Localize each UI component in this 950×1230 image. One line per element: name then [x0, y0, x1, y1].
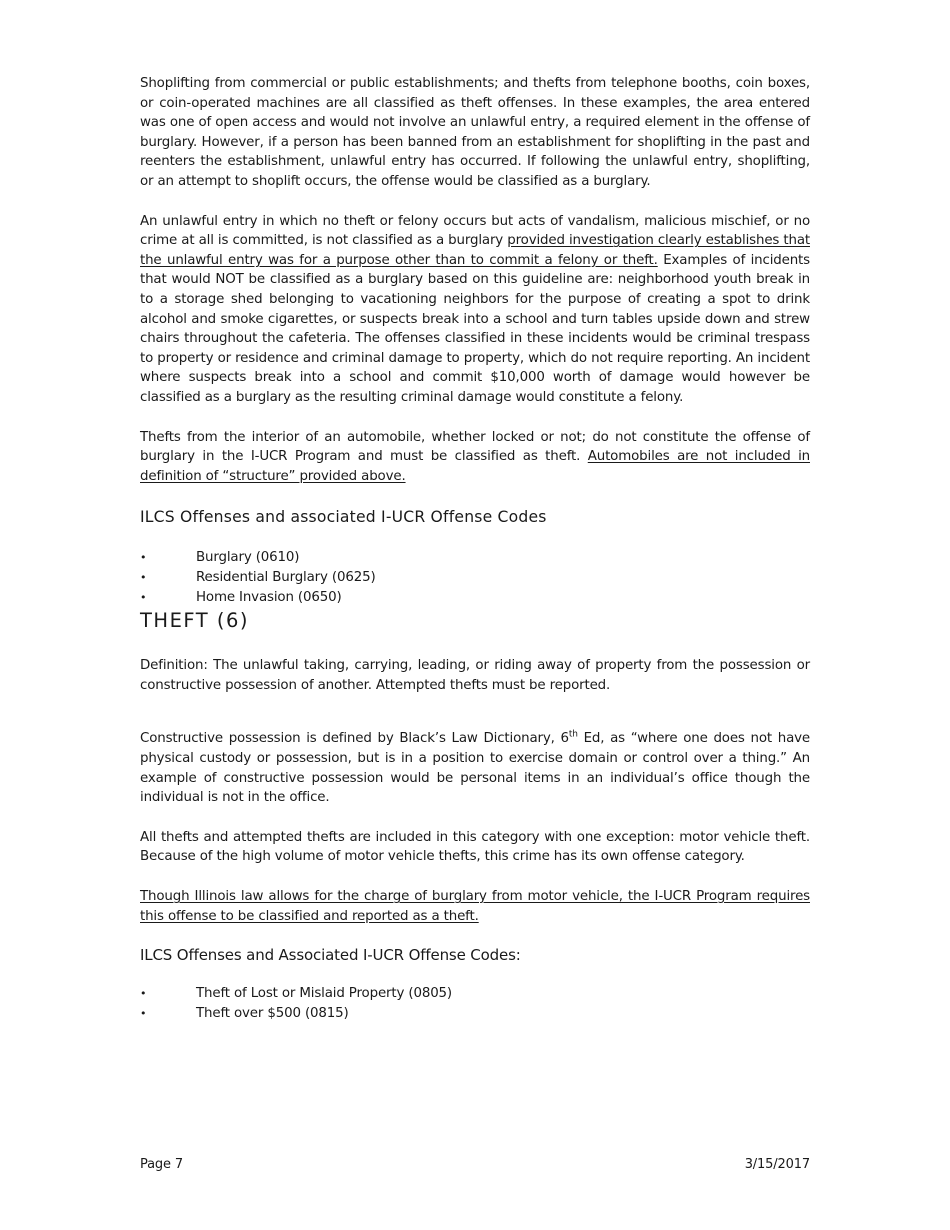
theft-codes-list: [140, 984, 810, 1024]
list-item: [140, 1004, 810, 1024]
all-thefts-paragraph: All thefts and attempted thefts are included in this category with one exception: motor vehicle theft. Because of the high volume of motor vehicle thefts, this crime has its own offense category.: [140, 829, 810, 865]
list-item-label: Burglary (0610): [196, 550, 300, 566]
unlawful-entry-text-b: Examples of incidents that would NOT be classified as a burglary based on this guideline are: neighborhood youth break in to a storage shed belonging to vacationing neighbors for the purpose of creating a spot to drink alcohol and smoke cigarettes, or suspects break into a school and turn tables upside down and strew chairs throughout the cafeteria. The offenses classified in these incidents would be criminal trespass to property or residence and criminal damage to property, which do not require reporting. An incident where suspects break into a school and commit $10,000 worth of damage would however be classified as a burglary as the resulting criminal damage would constitute a felony.: [140, 252, 810, 405]
shoplifting-paragraph: Shoplifting from commercial or public establishments; and thefts from telephone booths, coin boxes, or coin-operated machines are all classified as theft offenses. In these examples, the area entered was one of open access and would not involve an unlawful entry, a required element in the offense of burglary. However, if a person has been banned from an establishment for shoplifting in the past and reenters the establishment, unlawful entry has occurred. If following the unlawful entry, shoplifting, or an attempt to shoplift occurs, the offense would be classified as a burglary.: [140, 76, 810, 189]
bullet-icon: •: [140, 987, 147, 1001]
list-item-label: Theft of Lost or Mislaid Property (0805): [196, 986, 453, 1002]
list-item: [140, 548, 810, 568]
constructive-text-a: Constructive possession is defined by Black’s Law Dictionary, 6: [140, 731, 569, 747]
theft-definition: Definition: The unlawful taking, carrying, leading, or riding away of property from the possession or constructive possession of another. Attempted thefts must be reported.: [140, 658, 810, 693]
automobile-paragraph: [140, 428, 810, 487]
ordinal-suffix: th: [568, 730, 578, 740]
constructive-text-b: Ed, as “where one does not have physical custody or possession, but is in a position to exercise domain or control over a thing.” An example of constructive possession would be personal items in an individual’s office though the individual is not in the office.: [140, 731, 811, 806]
unlawful-entry-paragraph: [140, 212, 810, 408]
constructive-possession-paragraph: [140, 729, 810, 807]
burglary-codes-list: [140, 548, 810, 608]
list-item-label: Theft over $500 (0815): [196, 1006, 349, 1022]
bullet-icon: •: [140, 571, 147, 585]
bullet-icon: •: [140, 551, 147, 565]
page-footer: [140, 1155, 810, 1175]
page-content: [140, 74, 810, 1024]
list-item: [140, 588, 810, 608]
illinois-law-note: Though Illinois law allows for the charge of burglary from motor vehicle, the I-UCR Program requires this offense to be classified and reported as a theft.: [140, 889, 810, 924]
bullet-icon: •: [140, 591, 147, 605]
unlawful-entry-underlined-text: provided investigation clearly establishes that the unlawful entry was for a purpose other than to commit a felony or theft.: [140, 233, 810, 268]
list-item-label: Home Invasion (0650): [196, 590, 342, 606]
automobile-text: Thefts from the interior of an automobile, whether locked or not; do not constitute the offense of burglary in the I-UCR Program and must be classified as theft.: [140, 429, 810, 465]
automobile-underlined-text: Automobiles are not included in definition of “structure” provided above.: [140, 449, 810, 484]
list-item: [140, 984, 810, 1004]
theft-section-title: THEFT (6): [140, 609, 250, 633]
page-number: Page 7: [140, 1157, 183, 1172]
list-item-label: Residential Burglary (0625): [196, 570, 376, 586]
document-date: 3/15/2017: [744, 1157, 810, 1172]
burglary-codes-heading: ILCS Offenses and associated I-UCR Offense Codes: [140, 508, 547, 527]
list-item: [140, 568, 810, 588]
unlawful-entry-text-a: An unlawful entry in which no theft or felony occurs but acts of vandalism, malicious mischief, or no crime at all is committed, is not classified as a burglary: [140, 213, 810, 249]
theft-codes-heading: ILCS Offenses and Associated I-UCR Offense Codes:: [140, 946, 521, 965]
bullet-icon: •: [140, 1007, 147, 1021]
